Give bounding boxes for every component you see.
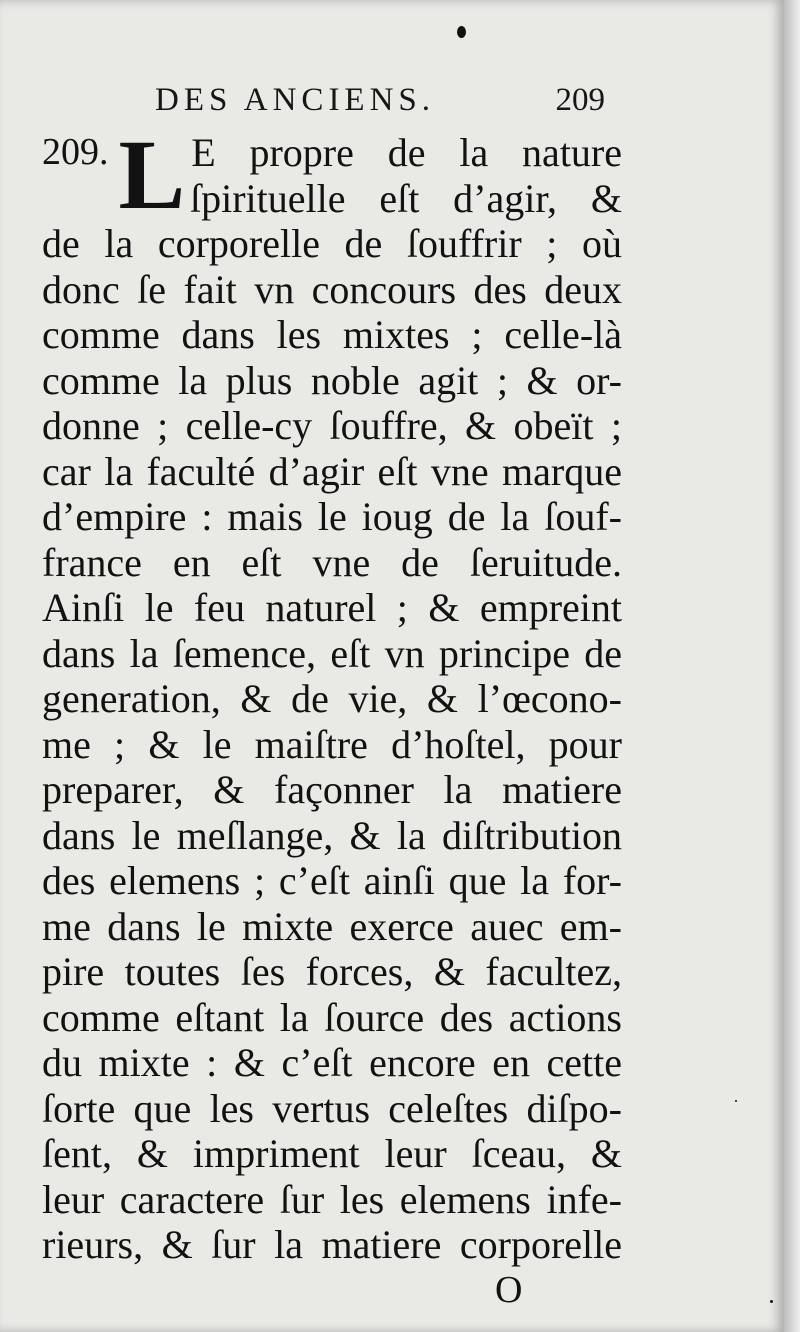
text-line-15: preparer, & façonner la matiere: [42, 767, 622, 812]
ink-speck: [770, 1300, 773, 1303]
running-header: [155, 82, 605, 122]
main-text: [42, 119, 622, 1268]
text-line-4: donc ſe fait vn concours des deux: [42, 266, 622, 312]
text-line-6: comme la plus noble agit ; & or-: [42, 357, 622, 403]
page-number: 209: [555, 82, 605, 118]
paragraph-number: 209.: [42, 131, 109, 173]
text-line-9: d’empire : mais le ioug de la ſouf-: [42, 494, 622, 539]
running-title: DES ANCIENS.: [155, 82, 436, 118]
text-line-20: comme eſtant la ſource des actions: [42, 994, 622, 1040]
text-line-10: france en eſt vne de ſeruitude.: [42, 539, 622, 585]
text-line-13: generation, & de vie, & l’œcono-: [42, 676, 622, 721]
text-line-21: du mixte : & c’eſt encore en cette: [42, 1040, 622, 1085]
text-line-24: leur caractere ſur les elemens infe-: [42, 1176, 622, 1222]
text-line-7: donne ; celle-cy ſouffre, & obeït ;: [42, 403, 622, 448]
text-line-18: me dans le mixte exerce auec em-: [42, 903, 622, 949]
text-line-22: ſorte que les vertus celeſtes diſpo-: [42, 1085, 622, 1131]
text-line-11: Ainſi le feu naturel ; & empreint: [42, 585, 622, 630]
text-line-5: comme dans les mixtes ; celle-là: [42, 312, 622, 357]
signature-mark: O: [495, 1269, 523, 1311]
ink-speck: [735, 1100, 737, 1102]
text-line-25: rieurs, & ſur la matiere corporelle: [42, 1222, 622, 1267]
text-line-19: pire toutes ſes forces, & facultez,: [42, 949, 622, 994]
text-line-8: car la faculté d’agir eſt vne marque: [42, 448, 622, 494]
text-line-14: me ; & le maiſtre d’hoſtel, pour: [42, 721, 622, 767]
line-text: E propre de la nature: [191, 130, 622, 175]
text-line-3: de la corporelle de ſouffrir ; où: [42, 221, 622, 266]
text-line-16: dans le meſlange, & la diſtribution: [42, 812, 622, 858]
text-line-12: dans la ſemence, eſt vn principe de: [42, 630, 622, 676]
text-line-23: ſent, & impriment leur ſceau, &: [42, 1131, 622, 1176]
drop-cap: L: [118, 119, 186, 230]
text-line-17: des elemens ; c’eſt ainſi que la for-: [42, 858, 622, 903]
page-gutter: [784, 0, 800, 1332]
ink-speck: [457, 26, 466, 38]
text-line-2: ſpirituelle eſt d’agir, &: [190, 175, 622, 221]
